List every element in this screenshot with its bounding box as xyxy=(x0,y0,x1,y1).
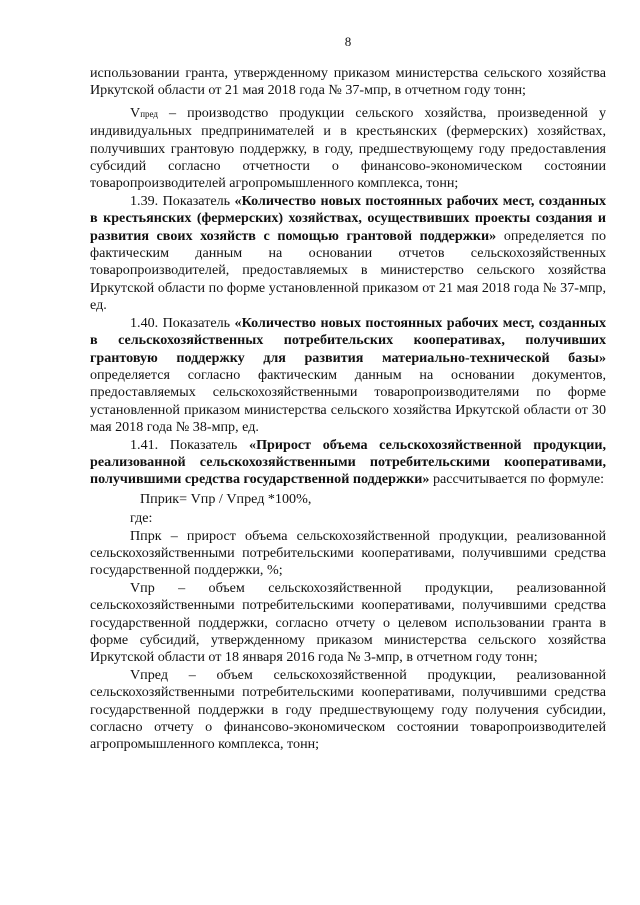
paragraph-vpred-definition-2: Vпред – объем сельскохозяйственной продукции, реализованной сельскохозяйственными потребительскими кооперативами, получившими средства государственной поддержки в году предшествующему году получения субсидии, согласно отчету о финансово-экономическом состоянии товаропроизводителей агропромышленного комплекса, тонн; xyxy=(90,666,606,753)
vpred-text: – производство продукции сельского хозяйства, произведенной у индивидуальных предпринимателей и в крестьянских (фермерских) хозяйствах, получивших грантовую поддержку, в году, предшествующему году предоставления субсидий согласно отчетности о финансово-экономическом состоянии товаропроизводителей агропромышленного комплекса, тонн; xyxy=(90,104,606,192)
indicator-text-1-40: определяется согласно фактическим данным на основании документов, предоставляемых сельскохозяйственными товаропроизводителями по форме установленной приказом министерства сельского хозяйства Иркутской области от 30 мая 2018 года № 38-мпр, ед. xyxy=(90,366,606,436)
indicator-text-1-41: рассчитывается по формуле: xyxy=(429,471,605,488)
where-label: где: xyxy=(130,510,153,527)
paragraph-vpred-definition xyxy=(90,105,606,193)
formula: Пприк= Vпр / Vпред *100%, xyxy=(140,490,312,507)
indicator-title-1-41: «Прирост объема сельскохозяйственной продукции, реализованной сельскохозяйственными потребительскими кооперативами, получившими средства государственной поддержки» xyxy=(90,436,606,488)
indicator-title-1-40: «Количество новых постоянных рабочих мест, созданных в сельскохозяйственных потребительских кооперативах, получивших грантовую поддержку для развития материально-технической базы» xyxy=(90,314,606,366)
indicator-text-1-39: определяется по фактическим данным на основании отчетов сельскохозяйственных товаропроизводителей, предоставляемых в министерство сельского хозяйства Иркутской области по форме установленной приказом от 21 мая 2018 года № 37-мпр, ед. xyxy=(90,227,606,314)
page-number: 8 xyxy=(344,34,352,49)
paragraph-vpr-definition: Vпр – объем сельскохозяйственной продукции, реализованной сельскохозяйственными потребительскими кооперативами, получившими средства государственной поддержки, согласно отчету о целевом использовании гранта в форме субсидий, утвержденному приказом министерства сельского хозяйства Иркутской области от 18 января 2016 года № 3-мпр, в отчетном году тонн; xyxy=(90,579,606,666)
paragraph-1-41 xyxy=(90,437,606,489)
indicator-number-1-40: 1.40. Показатель xyxy=(130,314,235,331)
paragraph-1-40 xyxy=(90,315,606,437)
indicator-number-1-41: 1.41. Показатель xyxy=(130,436,250,453)
paragraph-grant-usage: использовании гранта, утвержденному приказом министерства сельского хозяйства Иркутской области от 21 мая 2018 года № 37-мпр, в отчетном году тонн; xyxy=(90,65,606,99)
indicator-number-1-39: 1.39. Показатель xyxy=(130,192,235,209)
indicator-title-1-39: «Количество новых постоянных рабочих мест, созданных в крестьянских (фермерских) хозяйствах, осуществивших проекты создания и развития своих хозяйств с помощью грантовой поддержки» xyxy=(90,192,606,244)
vpred-symbol: V xyxy=(130,104,141,121)
paragraph-pprk-definition: Ппрк – прирост объема сельскохозяйственной продукции, реализованной сельскохозяйственными потребительскими кооперативами, получившими средства государственной поддержки, %; xyxy=(90,527,606,579)
vpred-subscript: пред xyxy=(140,108,158,119)
paragraph-1-39 xyxy=(90,193,606,315)
